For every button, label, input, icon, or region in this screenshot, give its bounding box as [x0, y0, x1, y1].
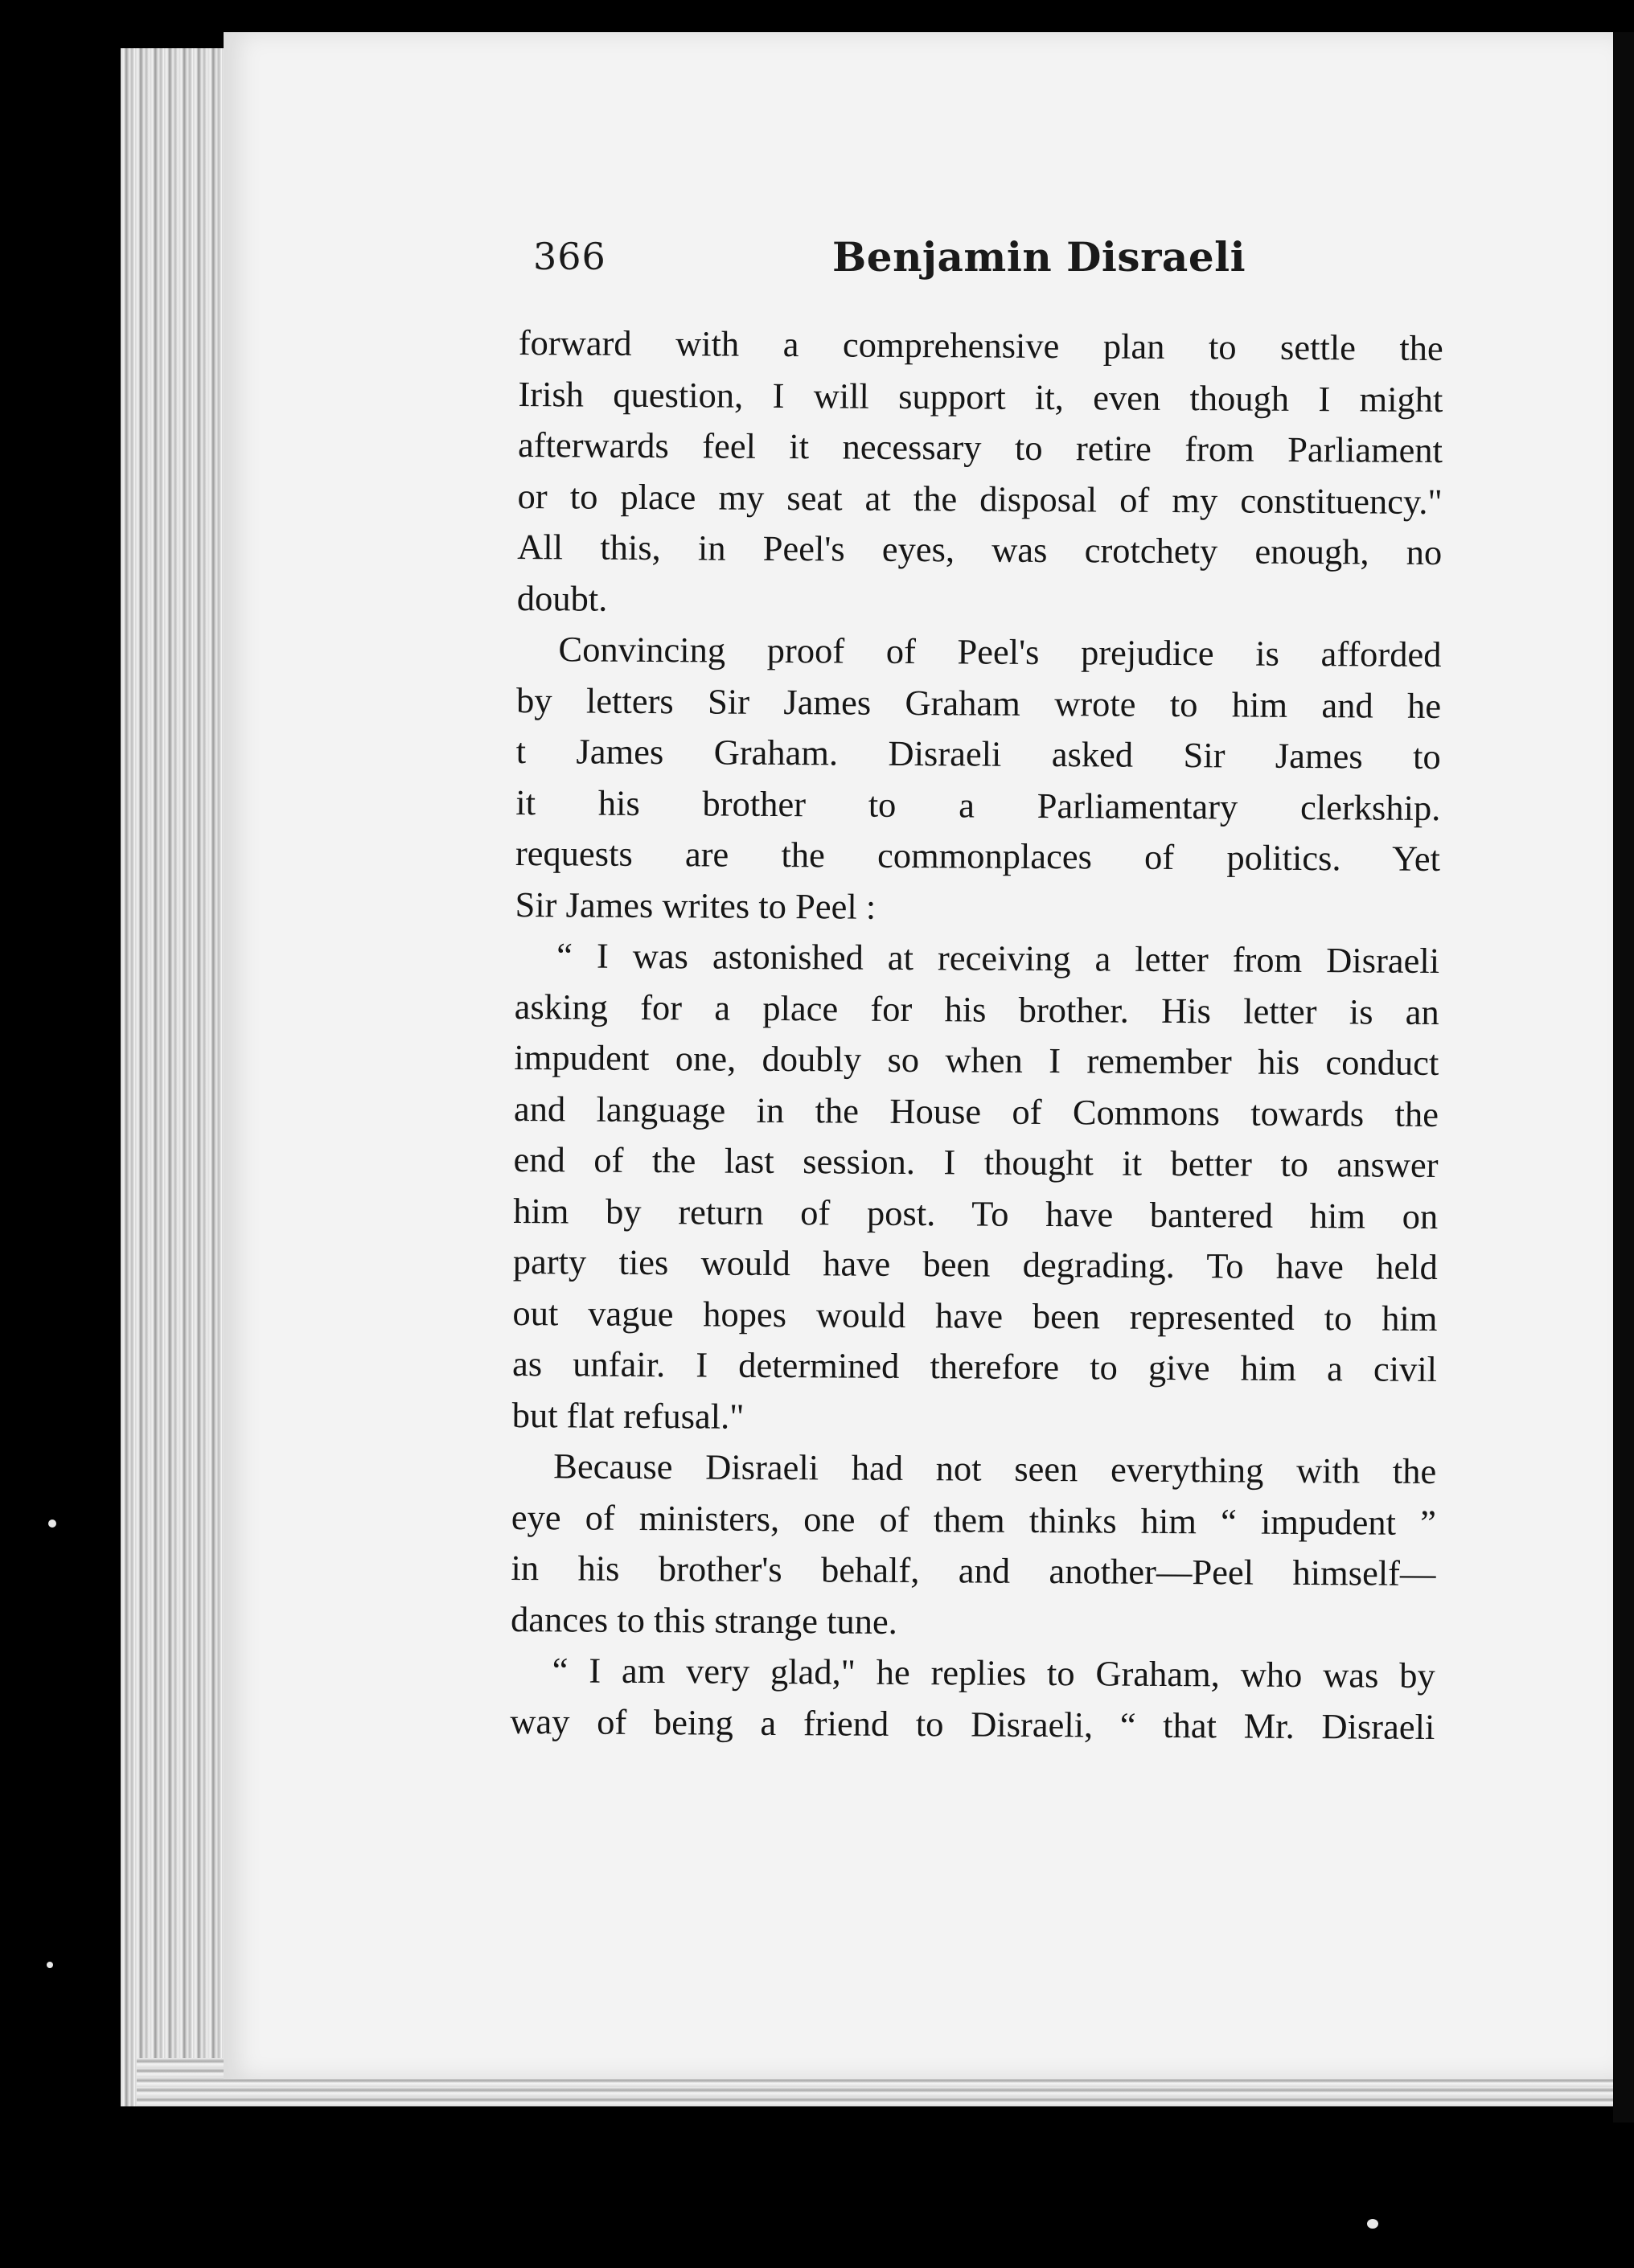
text-line: impudent one, doubly so when I remember his conduct	[514, 1036, 1439, 1084]
text-line: doubt.	[516, 577, 608, 619]
text-line: All this, in Peel's eyes, was crotchety enough, no	[517, 526, 1443, 573]
text-line: out vague hopes would have been represented to him	[512, 1292, 1438, 1339]
text-line: it his brother to a Parliamentary clerkship.	[515, 781, 1441, 828]
text-line: end of the last session. I thought it better to answer	[513, 1138, 1439, 1186]
text-line: or to place my seat at the disposal of my constituency."	[517, 475, 1443, 522]
page-right-border	[1613, 32, 1634, 2122]
text-line: eye of ministers, one of them thinks him “ impudent ”	[511, 1496, 1437, 1543]
text-line: afterwards feel it necessary to retire from Parliament	[517, 424, 1443, 471]
text-line: but flat refusal."	[511, 1394, 745, 1437]
text-line: as unfair. I determined therefore to give him a civil	[511, 1343, 1438, 1390]
text-line: requests are the commonplaces of politics. Yet	[515, 832, 1441, 880]
text-line: him by return of post. To have bantered him on	[513, 1190, 1439, 1237]
text-line: forward with a comprehensive plan to settle the	[518, 322, 1443, 369]
text-line: in his brother's behalf, and another—Peel himself—	[511, 1547, 1436, 1593]
text-line: party ties would have been degrading. To have held	[512, 1241, 1438, 1288]
text-line: by letters Sir James Graham wrote to him and he	[515, 679, 1442, 726]
page-number: 366	[533, 235, 606, 278]
running-title: Benjamin Disraeli	[832, 233, 1246, 281]
text-line: Irish question, I will support it, even though I might	[518, 373, 1443, 420]
text-line: Sir James writes to Peel :	[515, 884, 877, 927]
text-line: way of being a friend to Disraeli, “ that Mr. Disraeli	[510, 1700, 1435, 1747]
text-line: “ I am very glad," he replies to Graham, who was by	[552, 1650, 1435, 1696]
page-header	[533, 227, 1434, 291]
text-line: and language in the House of Commons towards the	[513, 1088, 1439, 1134]
text-line: dances to this strange tune.	[510, 1598, 897, 1642]
scan-speck	[48, 1520, 56, 1528]
body-text	[510, 318, 1443, 1753]
text-line: asking for a place for his brother. His letter is an	[514, 986, 1439, 1032]
text-line: t James Graham. Disraeli asked Sir James to	[515, 730, 1441, 777]
text-line: Because Disraeli had not seen everything with the	[553, 1446, 1437, 1491]
scan-speck	[1367, 2219, 1378, 2229]
text-line: Convincing proof of Peel's prejudice is afforded	[558, 629, 1442, 675]
scan-speck	[47, 1962, 53, 1968]
text-line: “ I was astonished at receiving a letter from Disraeli	[556, 935, 1440, 982]
